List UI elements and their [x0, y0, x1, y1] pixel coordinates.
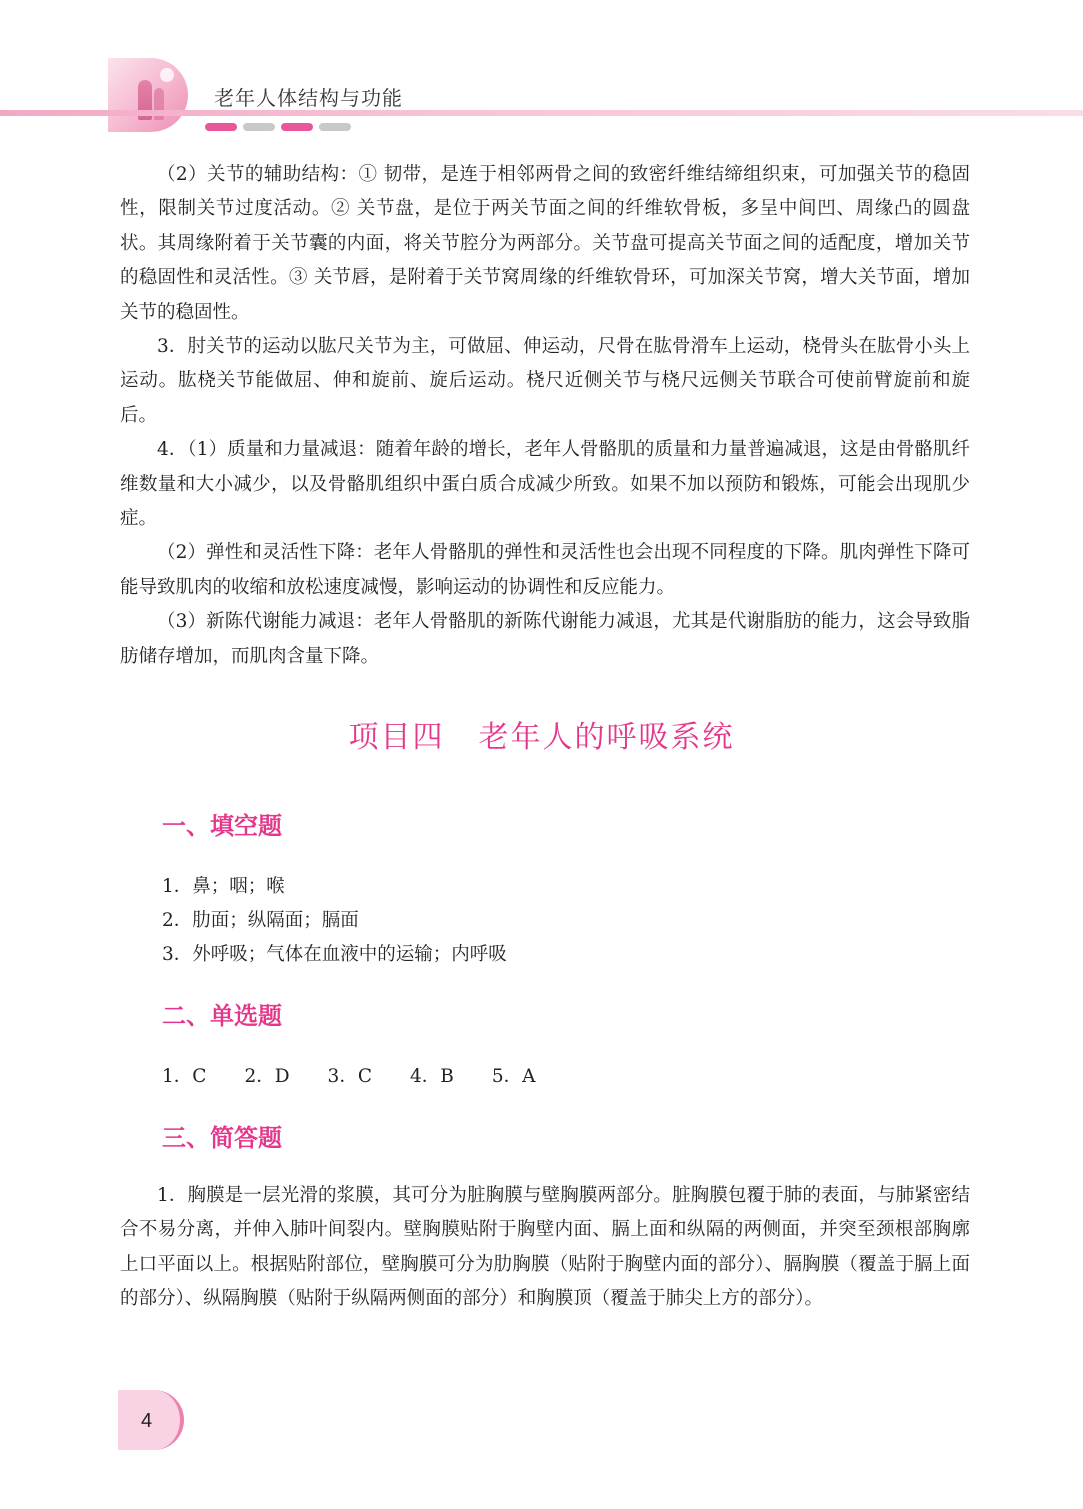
short-answer-heading: 三、简答题: [162, 1123, 282, 1152]
paragraph: （2）弹性和灵活性下降：老年人骨骼肌的弹性和灵活性也会出现不同程度的下降。肌肉弹性下降可能导致肌肉的收缩和放松速度减慢，影响运动的协调性和反应能力。: [120, 542, 970, 598]
short-answer-text: [120, 1179, 970, 1317]
sun-icon: [160, 68, 174, 82]
paragraph: （3）新陈代谢能力减退：老年人骨骼肌的新陈代谢能力减退，尤其是代谢脂肪的能力，这会导致脂肪储存增加，而肌肉含量下降。: [120, 611, 970, 667]
body-text: [120, 158, 970, 674]
paragraph: 3．肘关节的运动以肱尺关节为主，可做屈、伸运动，尺骨在肱骨滑车上运动，桡骨头在肱骨小头上运动。肱桡关节能做屈、伸和旋前、旋后运动。桡尺近侧关节与桡尺远侧关节联合可使前臂旋前和旋后。: [120, 336, 970, 426]
section-name: 老年人的呼吸系统: [478, 720, 735, 755]
list-item: 1．鼻；咽；喉: [162, 876, 285, 897]
list-item: 3．外呼吸；气体在血液中的运输；内呼吸: [162, 944, 507, 965]
paragraph: 1．胸膜是一层光滑的浆膜，其可分为脏胸膜与壁胸膜两部分。脏胸膜包覆于肺的表面，与肺紧密结合不易分离，并伸入肺叶间裂内。壁胸膜贴附于胸壁内面、膈上面和纵隔的两侧面，并突至颈根部胸廓上口平面以上。根据贴附部位，壁胸膜可分为肋胸膜（贴附于胸壁内面的部分）、膈胸膜（覆盖于膈上面的部分）、纵隔胸膜（贴附于纵隔两侧面的部分）和胸膜顶（覆盖于肺尖上方的部分）。: [120, 1185, 970, 1310]
answer-item: 2．D: [244, 1066, 290, 1087]
book-title: 老年人体结构与功能: [214, 86, 403, 110]
fill-blank-heading: 一、填空题: [162, 811, 282, 840]
answer-item: 5．A: [491, 1066, 536, 1087]
answer-item: 1．C: [162, 1066, 207, 1087]
decor-bar: [319, 123, 351, 131]
paragraph: （2）关节的辅助结构：① 韧带，是连于相邻两骨之间的致密纤维结缔组织束，可加强关节的稳固性，限制关节过度活动。② 关节盘，是位于两关节面之间的纤维软骨板，多呈中间凹、周缘凸的圆盘状。其周缘附着于关节囊的内面，将关节腔分为两部分。关节盘可提高关节面之间的适配度，增加关节的稳固性和灵活性。③ 关节唇，是附着于关节窝周缘的纤维软骨环，可加深关节窝，增大关节面，增加关节的稳固性。: [120, 164, 970, 323]
answer-item: 3．C: [327, 1066, 372, 1087]
list-item: 2．肋面；纵隔面；膈面: [162, 910, 359, 931]
answer-row: [162, 1062, 574, 1088]
header-decoration-bars: [205, 123, 351, 131]
header-logo: [108, 58, 188, 132]
page-number: 4: [141, 1410, 153, 1432]
paragraph: 4．（1）质量和力量减退：随着年龄的增长，老年人骨骼肌的质量和力量普遍减退，这是由骨骼肌纤维数量和大小减少，以及骨骼肌组织中蛋白质合成减少所致。如果不加以预防和锻炼，可能会出现肌少症。: [120, 439, 970, 530]
section-title: [0, 712, 1083, 756]
section-number: 项目四: [348, 720, 445, 755]
answer-item: 4．B: [409, 1066, 454, 1087]
decor-bar: [205, 123, 237, 131]
decor-bar: [281, 123, 313, 131]
header-rule: [0, 110, 1083, 116]
decor-bar: [243, 123, 275, 131]
single-choice-heading: 二、单选题: [162, 1001, 282, 1030]
